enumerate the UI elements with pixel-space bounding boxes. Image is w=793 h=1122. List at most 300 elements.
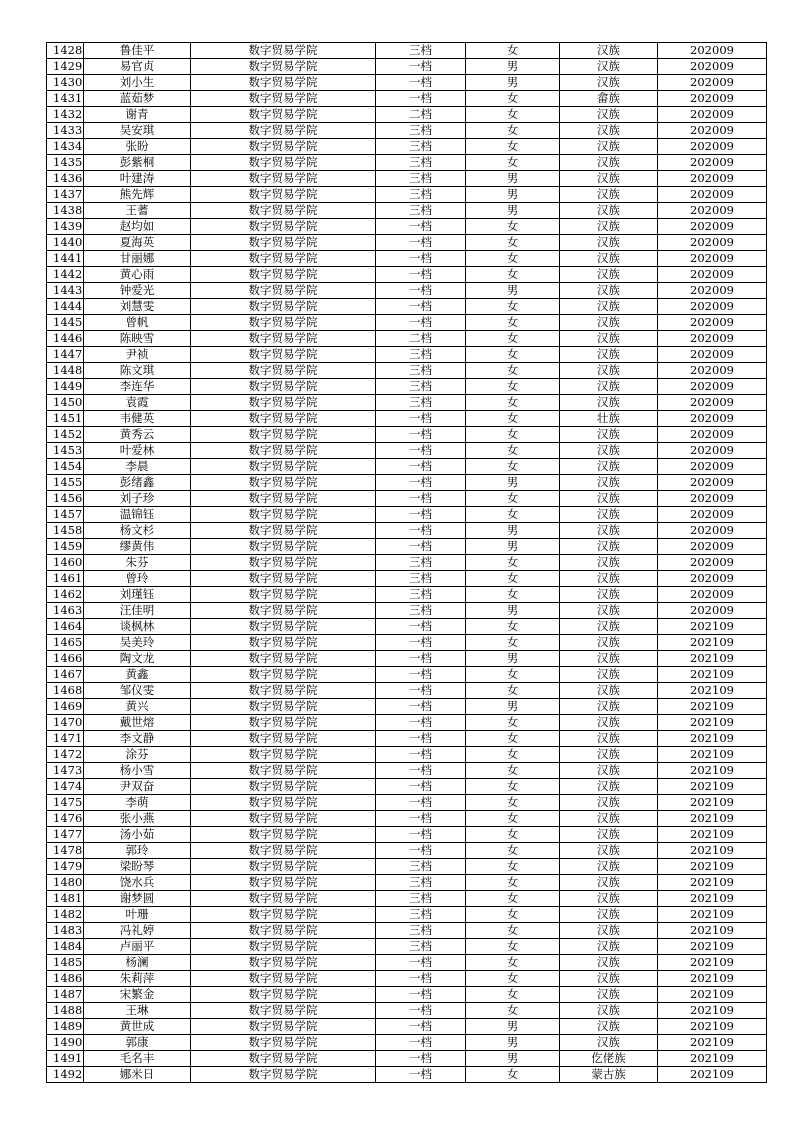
table-row	[47, 347, 767, 363]
gender: 男	[466, 603, 560, 619]
grade-level: 三档	[376, 571, 466, 587]
ethnicity: 汉族	[560, 203, 658, 219]
gender: 女	[466, 251, 560, 267]
cohort: 202109	[658, 795, 767, 811]
cohort: 202009	[658, 59, 767, 75]
student-name: 谈枫林	[84, 619, 191, 635]
gender: 男	[466, 59, 560, 75]
row-number: 1456	[47, 491, 84, 507]
row-number: 1460	[47, 555, 84, 571]
college: 数字贸易学院	[191, 155, 376, 171]
student-name: 刘小生	[84, 75, 191, 91]
gender: 女	[466, 971, 560, 987]
table-row	[47, 1019, 767, 1035]
cohort: 202009	[658, 379, 767, 395]
student-name: 黄秀云	[84, 427, 191, 443]
gender: 女	[466, 411, 560, 427]
cohort: 202109	[658, 907, 767, 923]
table-row	[47, 795, 767, 811]
student-name: 刘子珍	[84, 491, 191, 507]
ethnicity: 汉族	[560, 699, 658, 715]
cohort: 202009	[658, 123, 767, 139]
table-row	[47, 635, 767, 651]
grade-level: 三档	[376, 891, 466, 907]
row-number: 1487	[47, 987, 84, 1003]
student-name: 卢丽平	[84, 939, 191, 955]
row-number: 1479	[47, 859, 84, 875]
college: 数字贸易学院	[191, 699, 376, 715]
cohort: 202109	[658, 1067, 767, 1083]
cohort: 202009	[658, 411, 767, 427]
cohort: 202009	[658, 75, 767, 91]
table-row	[47, 1051, 767, 1067]
ethnicity: 壮族	[560, 411, 658, 427]
ethnicity: 汉族	[560, 875, 658, 891]
student-name: 叶爱林	[84, 443, 191, 459]
grade-level: 一档	[376, 411, 466, 427]
row-number: 1439	[47, 219, 84, 235]
cohort: 202009	[658, 363, 767, 379]
grade-level: 一档	[376, 235, 466, 251]
row-number: 1482	[47, 907, 84, 923]
ethnicity: 汉族	[560, 1035, 658, 1051]
cohort: 202109	[658, 779, 767, 795]
gender: 男	[466, 203, 560, 219]
student-name: 邹仪雯	[84, 683, 191, 699]
row-number: 1458	[47, 523, 84, 539]
ethnicity: 汉族	[560, 731, 658, 747]
cohort: 202109	[658, 619, 767, 635]
row-number: 1444	[47, 299, 84, 315]
college: 数字贸易学院	[191, 683, 376, 699]
cohort: 202009	[658, 251, 767, 267]
row-number: 1471	[47, 731, 84, 747]
table-row	[47, 251, 767, 267]
gender: 女	[466, 715, 560, 731]
college: 数字贸易学院	[191, 427, 376, 443]
student-name: 毛名丰	[84, 1051, 191, 1067]
cohort: 202109	[658, 859, 767, 875]
grade-level: 三档	[376, 203, 466, 219]
grade-level: 一档	[376, 91, 466, 107]
college: 数字贸易学院	[191, 987, 376, 1003]
student-name: 钟爱光	[84, 283, 191, 299]
table-row	[47, 43, 767, 59]
table-row	[47, 187, 767, 203]
ethnicity: 汉族	[560, 315, 658, 331]
grade-level: 一档	[376, 747, 466, 763]
ethnicity: 汉族	[560, 827, 658, 843]
row-number: 1489	[47, 1019, 84, 1035]
table-row	[47, 411, 767, 427]
grade-level: 一档	[376, 955, 466, 971]
college: 数字贸易学院	[191, 875, 376, 891]
grade-level: 一档	[376, 1003, 466, 1019]
row-number: 1488	[47, 1003, 84, 1019]
grade-level: 一档	[376, 699, 466, 715]
table-row	[47, 827, 767, 843]
table-row	[47, 1067, 767, 1083]
gender: 女	[466, 331, 560, 347]
college: 数字贸易学院	[191, 859, 376, 875]
ethnicity: 汉族	[560, 555, 658, 571]
grade-level: 三档	[376, 555, 466, 571]
table-row	[47, 683, 767, 699]
grade-level: 一档	[376, 811, 466, 827]
row-number: 1437	[47, 187, 84, 203]
grade-level: 一档	[376, 315, 466, 331]
ethnicity: 汉族	[560, 235, 658, 251]
table-row	[47, 955, 767, 971]
grade-level: 三档	[376, 155, 466, 171]
college: 数字贸易学院	[191, 43, 376, 59]
grade-level: 二档	[376, 107, 466, 123]
ethnicity: 汉族	[560, 539, 658, 555]
cohort: 202009	[658, 203, 767, 219]
row-number: 1475	[47, 795, 84, 811]
row-number: 1477	[47, 827, 84, 843]
student-name: 梁盼琴	[84, 859, 191, 875]
cohort: 202109	[658, 651, 767, 667]
row-number: 1476	[47, 811, 84, 827]
gender: 男	[466, 475, 560, 491]
grade-level: 一档	[376, 635, 466, 651]
gender: 女	[466, 683, 560, 699]
row-number: 1490	[47, 1035, 84, 1051]
student-name: 黄兴	[84, 699, 191, 715]
college: 数字贸易学院	[191, 811, 376, 827]
college: 数字贸易学院	[191, 827, 376, 843]
row-number: 1462	[47, 587, 84, 603]
table-row	[47, 91, 767, 107]
college: 数字贸易学院	[191, 795, 376, 811]
cohort: 202109	[658, 731, 767, 747]
gender: 女	[466, 571, 560, 587]
table-row	[47, 267, 767, 283]
table-row	[47, 539, 767, 555]
gender: 女	[466, 667, 560, 683]
cohort: 202109	[658, 1035, 767, 1051]
cohort: 202009	[658, 587, 767, 603]
row-number: 1453	[47, 443, 84, 459]
table-row	[47, 555, 767, 571]
cohort: 202009	[658, 539, 767, 555]
row-number: 1492	[47, 1067, 84, 1083]
cohort: 202109	[658, 891, 767, 907]
ethnicity: 汉族	[560, 651, 658, 667]
college: 数字贸易学院	[191, 475, 376, 491]
ethnicity: 汉族	[560, 155, 658, 171]
row-number: 1445	[47, 315, 84, 331]
gender: 女	[466, 875, 560, 891]
grade-level: 三档	[376, 395, 466, 411]
ethnicity: 汉族	[560, 139, 658, 155]
row-number: 1452	[47, 427, 84, 443]
student-name: 刘慧雯	[84, 299, 191, 315]
gender: 女	[466, 619, 560, 635]
grade-level: 一档	[376, 795, 466, 811]
table-row	[47, 523, 767, 539]
student-name: 陈文琪	[84, 363, 191, 379]
college: 数字贸易学院	[191, 587, 376, 603]
row-number: 1431	[47, 91, 84, 107]
table-row	[47, 587, 767, 603]
table-row	[47, 699, 767, 715]
grade-level: 一档	[376, 491, 466, 507]
ethnicity: 汉族	[560, 363, 658, 379]
grade-level: 一档	[376, 443, 466, 459]
grade-level: 一档	[376, 427, 466, 443]
ethnicity: 汉族	[560, 251, 658, 267]
cohort: 202109	[658, 939, 767, 955]
gender: 女	[466, 459, 560, 475]
row-number: 1449	[47, 379, 84, 395]
cohort: 202009	[658, 395, 767, 411]
gender: 女	[466, 315, 560, 331]
row-number: 1442	[47, 267, 84, 283]
college: 数字贸易学院	[191, 315, 376, 331]
cohort: 202009	[658, 331, 767, 347]
grade-level: 三档	[376, 859, 466, 875]
cohort: 202109	[658, 667, 767, 683]
grade-level: 一档	[376, 523, 466, 539]
college: 数字贸易学院	[191, 891, 376, 907]
cohort: 202009	[658, 443, 767, 459]
grade-level: 一档	[376, 731, 466, 747]
row-number: 1432	[47, 107, 84, 123]
row-number: 1491	[47, 1051, 84, 1067]
row-number: 1474	[47, 779, 84, 795]
student-name: 叶珊	[84, 907, 191, 923]
college: 数字贸易学院	[191, 603, 376, 619]
row-number: 1481	[47, 891, 84, 907]
row-number: 1483	[47, 923, 84, 939]
grade-level: 一档	[376, 619, 466, 635]
cohort: 202009	[658, 235, 767, 251]
grade-level: 三档	[376, 379, 466, 395]
table-row	[47, 1003, 767, 1019]
gender: 男	[466, 1051, 560, 1067]
gender: 女	[466, 347, 560, 363]
table-row	[47, 331, 767, 347]
student-name: 李萌	[84, 795, 191, 811]
student-name: 戴世熔	[84, 715, 191, 731]
grade-level: 三档	[376, 907, 466, 923]
student-name: 黄鑫	[84, 667, 191, 683]
gender: 女	[466, 91, 560, 107]
student-name: 李文静	[84, 731, 191, 747]
table-row	[47, 859, 767, 875]
gender: 女	[466, 235, 560, 251]
table-row	[47, 971, 767, 987]
college: 数字贸易学院	[191, 1035, 376, 1051]
college: 数字贸易学院	[191, 619, 376, 635]
college: 数字贸易学院	[191, 395, 376, 411]
grade-level: 三档	[376, 187, 466, 203]
grade-level: 一档	[376, 251, 466, 267]
college: 数字贸易学院	[191, 715, 376, 731]
gender: 女	[466, 955, 560, 971]
ethnicity: 汉族	[560, 667, 658, 683]
ethnicity: 汉族	[560, 715, 658, 731]
table-row	[47, 571, 767, 587]
ethnicity: 汉族	[560, 907, 658, 923]
table-row	[47, 1035, 767, 1051]
ethnicity: 汉族	[560, 219, 658, 235]
table-row	[47, 139, 767, 155]
cohort: 202009	[658, 523, 767, 539]
cohort: 202109	[658, 1003, 767, 1019]
ethnicity: 汉族	[560, 59, 658, 75]
cohort: 202109	[658, 699, 767, 715]
ethnicity: 汉族	[560, 107, 658, 123]
gender: 女	[466, 811, 560, 827]
cohort: 202009	[658, 283, 767, 299]
grade-level: 一档	[376, 75, 466, 91]
table-row	[47, 715, 767, 731]
student-name: 张盼	[84, 139, 191, 155]
college: 数字贸易学院	[191, 283, 376, 299]
gender: 女	[466, 747, 560, 763]
cohort: 202009	[658, 171, 767, 187]
gender: 女	[466, 843, 560, 859]
row-number: 1435	[47, 155, 84, 171]
college: 数字贸易学院	[191, 923, 376, 939]
row-number: 1434	[47, 139, 84, 155]
grade-level: 一档	[376, 1067, 466, 1083]
cohort: 202009	[658, 107, 767, 123]
college: 数字贸易学院	[191, 1019, 376, 1035]
table-row	[47, 75, 767, 91]
ethnicity: 汉族	[560, 779, 658, 795]
row-number: 1451	[47, 411, 84, 427]
student-name: 刘瑾钰	[84, 587, 191, 603]
grade-level: 三档	[376, 43, 466, 59]
row-number: 1433	[47, 123, 84, 139]
table-row	[47, 203, 767, 219]
college: 数字贸易学院	[191, 187, 376, 203]
college: 数字贸易学院	[191, 955, 376, 971]
student-name: 陶文龙	[84, 651, 191, 667]
college: 数字贸易学院	[191, 235, 376, 251]
grade-level: 一档	[376, 667, 466, 683]
gender: 男	[466, 539, 560, 555]
ethnicity: 汉族	[560, 491, 658, 507]
student-name: 黄心雨	[84, 267, 191, 283]
cohort: 202109	[658, 955, 767, 971]
ethnicity: 汉族	[560, 795, 658, 811]
ethnicity: 汉族	[560, 443, 658, 459]
college: 数字贸易学院	[191, 843, 376, 859]
grade-level: 三档	[376, 171, 466, 187]
gender: 女	[466, 123, 560, 139]
table-row	[47, 299, 767, 315]
college: 数字贸易学院	[191, 651, 376, 667]
college: 数字贸易学院	[191, 507, 376, 523]
ethnicity: 汉族	[560, 187, 658, 203]
student-name: 谢梦圆	[84, 891, 191, 907]
college: 数字贸易学院	[191, 203, 376, 219]
cohort: 202009	[658, 491, 767, 507]
ethnicity: 汉族	[560, 987, 658, 1003]
table-row	[47, 475, 767, 491]
cohort: 202009	[658, 603, 767, 619]
ethnicity: 汉族	[560, 923, 658, 939]
cohort: 202009	[658, 475, 767, 491]
gender: 男	[466, 523, 560, 539]
gender: 女	[466, 107, 560, 123]
cohort: 202109	[658, 715, 767, 731]
student-name: 夏海英	[84, 235, 191, 251]
ethnicity: 汉族	[560, 571, 658, 587]
row-number: 1459	[47, 539, 84, 555]
college: 数字贸易学院	[191, 635, 376, 651]
student-name: 蓝茹梦	[84, 91, 191, 107]
ethnicity: 汉族	[560, 891, 658, 907]
row-number: 1446	[47, 331, 84, 347]
table-row	[47, 155, 767, 171]
ethnicity: 汉族	[560, 635, 658, 651]
gender: 女	[466, 427, 560, 443]
ethnicity: 汉族	[560, 507, 658, 523]
gender: 女	[466, 1003, 560, 1019]
row-number: 1455	[47, 475, 84, 491]
college: 数字贸易学院	[191, 763, 376, 779]
row-number: 1480	[47, 875, 84, 891]
gender: 男	[466, 1035, 560, 1051]
table-row	[47, 123, 767, 139]
gender: 男	[466, 187, 560, 203]
grade-level: 三档	[376, 123, 466, 139]
ethnicity: 蒙古族	[560, 1067, 658, 1083]
college: 数字贸易学院	[191, 59, 376, 75]
table-row	[47, 779, 767, 795]
row-number: 1485	[47, 955, 84, 971]
ethnicity: 汉族	[560, 955, 658, 971]
ethnicity: 汉族	[560, 811, 658, 827]
row-number: 1454	[47, 459, 84, 475]
table-row	[47, 987, 767, 1003]
college: 数字贸易学院	[191, 299, 376, 315]
student-name: 陈映雪	[84, 331, 191, 347]
student-name: 吴美玲	[84, 635, 191, 651]
gender: 女	[466, 923, 560, 939]
gender: 女	[466, 731, 560, 747]
grade-level: 一档	[376, 1035, 466, 1051]
table-row	[47, 235, 767, 251]
cohort: 202009	[658, 555, 767, 571]
grade-level: 一档	[376, 507, 466, 523]
grade-level: 三档	[376, 347, 466, 363]
gender: 女	[466, 155, 560, 171]
ethnicity: 汉族	[560, 299, 658, 315]
grade-level: 一档	[376, 1051, 466, 1067]
college: 数字贸易学院	[191, 491, 376, 507]
grade-level: 一档	[376, 459, 466, 475]
cohort: 202109	[658, 811, 767, 827]
table-row	[47, 731, 767, 747]
row-number: 1440	[47, 235, 84, 251]
college: 数字贸易学院	[191, 667, 376, 683]
row-number: 1470	[47, 715, 84, 731]
grade-level: 一档	[376, 763, 466, 779]
ethnicity: 汉族	[560, 971, 658, 987]
cohort: 202109	[658, 923, 767, 939]
table-row	[47, 379, 767, 395]
cohort: 202009	[658, 187, 767, 203]
grade-level: 三档	[376, 603, 466, 619]
grade-level: 一档	[376, 539, 466, 555]
